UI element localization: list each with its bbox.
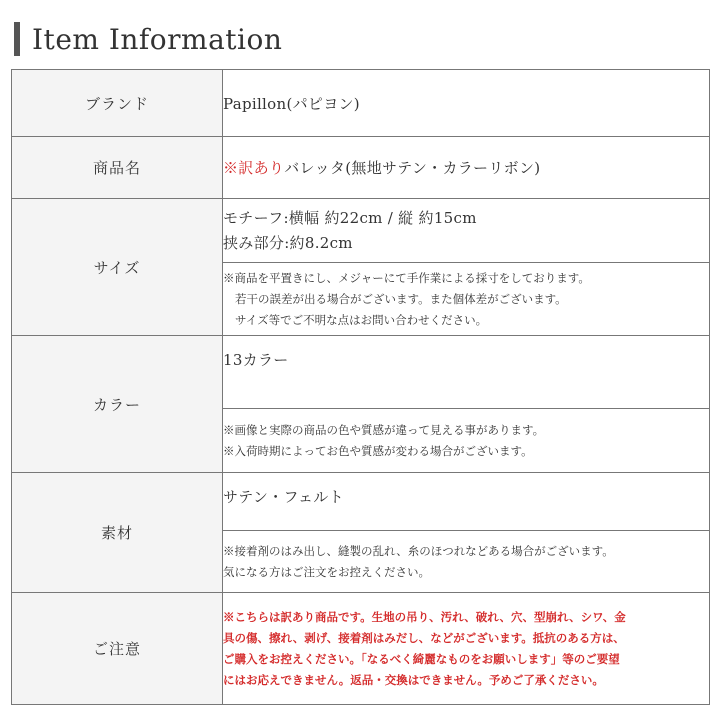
size-label: サイズ — [12, 199, 223, 336]
product-label: 商品名 — [12, 137, 223, 199]
material-notes — [223, 531, 710, 593]
color-note-1: ※画像と実際の商品の色や質感が違って見える事があります。 — [223, 422, 545, 437]
table-row-material — [12, 473, 710, 531]
table-row-product — [12, 137, 710, 199]
color-note-2: ※入荷時期によってお色や質感が変わる場合がございます。 — [223, 443, 533, 458]
color-notes — [223, 409, 710, 473]
table-row-brand — [12, 70, 710, 137]
size-notes — [223, 263, 710, 336]
product-value-cell — [223, 137, 710, 199]
title-accent-bar — [14, 22, 20, 56]
material-note-2: 気になる方はご注文をお控えください。 — [223, 564, 430, 579]
table-row-caution — [12, 593, 710, 705]
product-value: バレッタ(無地サテン・カラーリボン) — [284, 159, 541, 177]
material-note-1: ※接着剤のはみ出し、縫製の乱れ、糸のほつれなどある場合がございます。 — [223, 543, 614, 558]
color-value: 13カラー — [223, 336, 710, 409]
page-title: Item Information — [32, 22, 283, 56]
color-label: カラー — [12, 336, 223, 473]
caution-text — [223, 593, 710, 705]
table-row-color — [12, 336, 710, 409]
brand-value: Papillon(パピヨン) — [223, 70, 710, 137]
product-prefix: ※訳あり — [223, 159, 285, 177]
size-note-1: ※商品を平置きにし、メジャーにて手作業による採寸をしております。 — [223, 270, 590, 285]
size-line-2: 挟み部分:約8.2cm — [223, 233, 353, 252]
size-note-2: 若干の誤差が出る場合がございます。また個体差がございます。 — [235, 291, 567, 306]
caution-label: ご注意 — [12, 593, 223, 705]
caution-line-4: にはお応えできません。返品・交換はできません。予めご了承ください。 — [223, 672, 604, 687]
brand-label: ブランド — [12, 70, 223, 137]
caution-line-3: ご購入をお控えください。「なるべく綺麗なものをお願いします」等のご要望 — [223, 651, 620, 666]
size-value-cell — [223, 199, 710, 263]
size-line-1: モチーフ:横幅 約22cm / 縦 約15cm — [223, 208, 477, 227]
material-label: 素材 — [12, 473, 223, 593]
caution-line-1: ※こちらは訳あり商品です。生地の吊り、汚れ、破れ、穴、型崩れ、シワ、金 — [223, 609, 626, 624]
item-info-table — [11, 69, 710, 705]
caution-line-2: 具の傷、擦れ、剥げ、接着剤はみだし、などがございます。抵抗のある方は、 — [223, 630, 625, 645]
material-value: サテン・フェルト — [223, 473, 710, 531]
section-header — [14, 22, 282, 56]
size-note-3: サイズ等でご不明な点はお問い合わせください。 — [235, 312, 488, 327]
table-row-size — [12, 199, 710, 263]
